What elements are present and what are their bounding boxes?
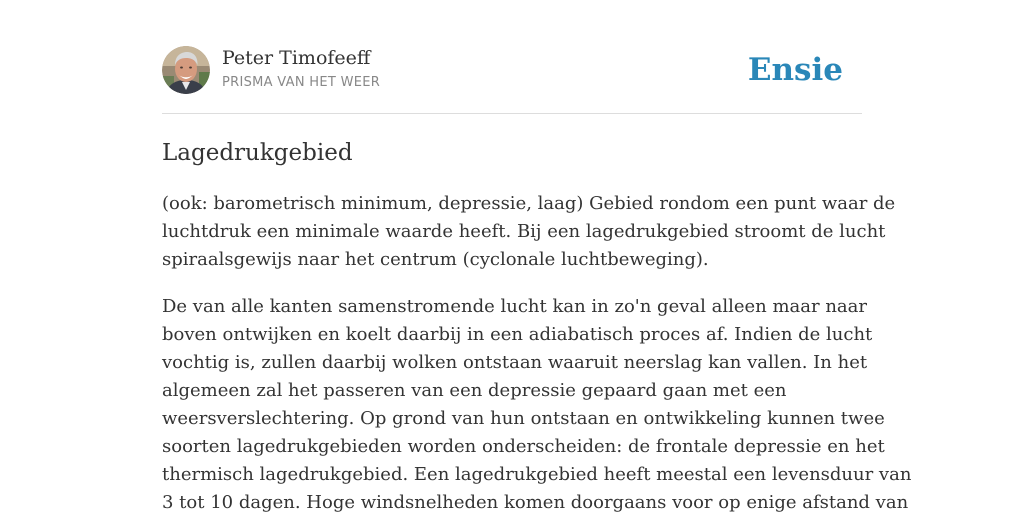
content-column: [162, 0, 912, 512]
paragraph-line: weersverslechtering. Op grond van hun ontstaan en ontwikkeling kunnen twee: [162, 408, 885, 429]
paragraph-line: vochtig is, zullen daarbij wolken ontstaan waaruit neerslag kan vallen. In het: [162, 352, 868, 373]
avatar-portrait-icon: [162, 46, 210, 94]
paragraph-line: thermisch lagedrukgebied. Een lagedrukgebied heeft meestal een levensduur van: [162, 464, 912, 485]
paragraph-line: luchtdruk een minimale waarde heeft. Bij een lagedrukgebied stroomt de lucht: [162, 221, 886, 242]
author-name[interactable]: Peter Timofeeff: [222, 47, 371, 69]
author-avatar[interactable]: [162, 46, 210, 94]
article-paragraph: [162, 293, 912, 512]
paragraph-line: De van alle kanten samenstromende lucht kan in zo'n geval alleen maar naar: [162, 296, 867, 317]
paragraph-line: algemeen zal het passeren van een depressie gepaard gaan met een: [162, 380, 787, 401]
paragraph-line: spiraalsgewijs naar het centrum (cyclonale luchtbeweging).: [162, 249, 709, 270]
article-header: [162, 0, 862, 114]
paragraph-line: 3 tot 10 dagen. Hoge windsnelheden komen doorgaans voor op enige afstand van: [162, 492, 909, 512]
author-source[interactable]: PRISMA VAN HET WEER: [222, 75, 381, 90]
paragraph-line: (ook: barometrisch minimum, depressie, laag) Gebied rondom een punt waar de: [162, 193, 896, 214]
paragraph-line: soorten lagedrukgebieden worden onderscheiden: de frontale depressie en het: [162, 436, 885, 457]
paragraph-line: boven ontwijken en koelt daarbij in een adiabatisch proces af. Indien de lucht: [162, 324, 873, 345]
article-title: Lagedrukgebied: [162, 140, 353, 166]
site-logo[interactable]: Ensie: [747, 52, 843, 88]
article-paragraph: [162, 190, 896, 274]
